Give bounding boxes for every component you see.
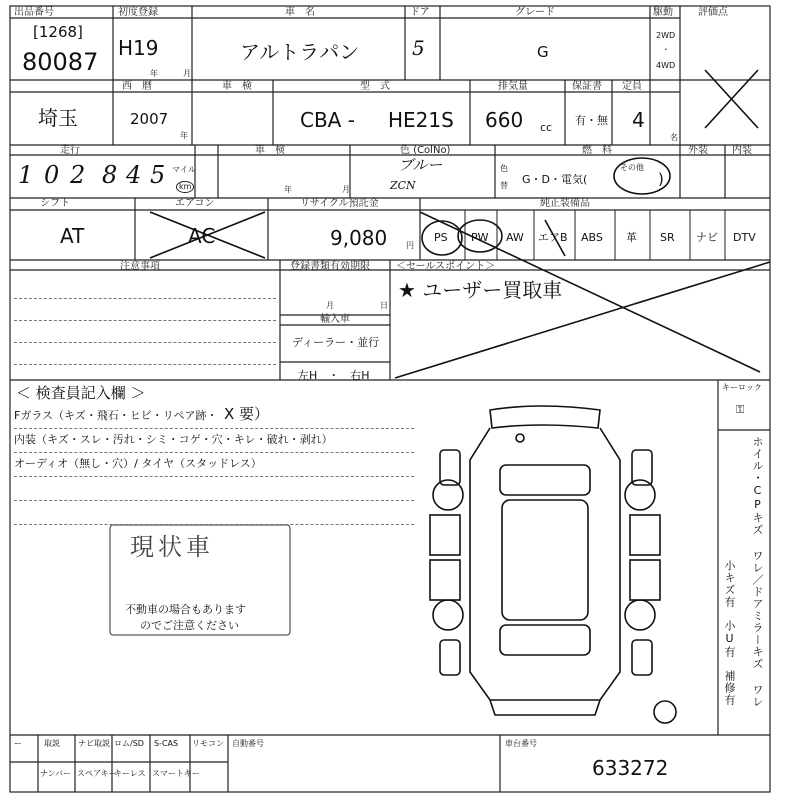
seats-unit: 名 <box>670 133 678 142</box>
lot-main: 80087 <box>22 48 99 76</box>
era-month: 月 <box>183 69 191 78</box>
bottom-remote: リモコン <box>192 739 224 748</box>
grade-header: グレード <box>515 7 555 18</box>
bottom-spare: スペアキー <box>77 769 117 778</box>
sales-point: ★ ユーザー買取車 <box>398 278 563 302</box>
grade: G <box>537 43 549 61</box>
key-header: キーロック <box>722 383 762 392</box>
mileage-header: 走行 <box>60 145 80 156</box>
color-code: ZCN <box>390 179 416 192</box>
vin-header: 車台番号 <box>505 739 537 748</box>
equip-sr: SR <box>660 231 675 244</box>
import-value: ディーラー・並行 <box>292 336 380 349</box>
drive-header: 駆動 <box>653 7 673 18</box>
notes-header: 注意事項 <box>120 261 160 272</box>
inspection-header: 車 検 <box>222 81 252 92</box>
mileage-digit-3: 2 <box>70 161 86 189</box>
equip-header: 純正装備品 <box>540 198 590 209</box>
equip-leather: 革 <box>626 231 637 244</box>
era-year: 年 <box>150 69 158 78</box>
fuel-other: その他 <box>620 163 644 172</box>
ledger-day: 日 <box>380 301 388 310</box>
ext-header: 外装 <box>688 145 708 156</box>
fuel-header: 燃 料 <box>582 145 612 156</box>
inspection-month: 月 <box>342 185 350 194</box>
bottom-scas: S-CAS <box>154 739 179 748</box>
bottom-smart: スマートキー <box>152 769 200 778</box>
key-icon: ⚿ <box>736 403 745 416</box>
model-code: HE21S <box>388 108 454 132</box>
car-diagram <box>430 406 676 723</box>
inspection-year: 年 <box>284 185 292 194</box>
bottom-nav: ナビ取説 <box>78 739 110 748</box>
score-header: 評価点 <box>698 7 728 18</box>
stamp-line-1: 不動車の場合もあります <box>125 603 246 616</box>
mileage-digit-2: 0 <box>44 161 60 189</box>
recycle-header: リサイクル預託金 <box>300 198 379 209</box>
doors: 5 <box>412 36 425 60</box>
bottom-region: ー <box>14 739 22 748</box>
year-value: 2007 <box>130 110 169 128</box>
ledger-month: 月 <box>326 301 334 310</box>
shift-value: AT <box>60 224 85 248</box>
mileage-unit-mile: マイル <box>172 165 196 174</box>
mileage-digit-1: 1 <box>18 161 34 189</box>
inspector-header: ＜ 検査員記入欄 ＞ <box>16 384 146 402</box>
color-side-a: 色 <box>500 164 508 173</box>
equip-navi: ナビ <box>696 231 718 244</box>
displacement: 660 <box>485 108 524 132</box>
equip-dtv: DTV <box>733 231 756 244</box>
steering: 左H ・ 右H <box>298 369 370 382</box>
score-value <box>712 55 713 56</box>
mileage-digit-4: 8 <box>102 161 118 189</box>
model-header: 型 式 <box>360 81 390 92</box>
ac-header: エアコン <box>175 198 215 209</box>
equip-ps: PS <box>434 231 448 244</box>
seats-value: 4 <box>632 108 645 132</box>
year-header: 西 暦 <box>122 81 152 92</box>
color-value: ブルー <box>398 156 443 174</box>
equip-pw: PW <box>471 231 489 244</box>
ac-value: AC <box>188 224 216 248</box>
warranty-header: 保証書 <box>572 81 602 92</box>
inspector-line-audio: オーディオ（無し・穴）/ タイヤ（スタッドレス） <box>14 457 262 470</box>
stamp-line-2: のでご注意ください <box>140 619 239 632</box>
bottom-rom: ロム/SD <box>114 739 144 748</box>
import-header: 輸入車 <box>320 314 350 325</box>
side-note-2: 小キズ有 小U有 補修有 <box>723 560 736 706</box>
car-name-header: 車 名 <box>285 7 315 18</box>
model-prefix: CBA - <box>300 108 355 132</box>
ledger-header: 登録書類有効期限 <box>290 261 370 272</box>
color-side-b: 替 <box>500 181 508 190</box>
cc-unit: cc <box>540 121 553 134</box>
recycle-unit: 円 <box>406 241 414 250</box>
mileage-digit-6: 5 <box>150 161 166 189</box>
color-header: 色 (ColNo) <box>400 145 451 156</box>
auto-number-header: 自動番号 <box>232 739 264 748</box>
seats-header: 定員 <box>622 81 642 92</box>
bottom-keyless: キーレス <box>114 769 146 778</box>
mileage-unit-km: km <box>176 181 194 193</box>
drive-4wd: 4WD <box>656 61 676 70</box>
cc-header: 排気量 <box>498 81 528 92</box>
bottom-first: 取説 <box>44 739 60 748</box>
drive-dot: ・ <box>662 45 670 54</box>
first-reg-header: 初度登録 <box>118 7 158 18</box>
era: H19 <box>118 36 159 60</box>
bottom-number: ナンバー <box>40 769 72 778</box>
stamp-title: 現状車 <box>130 533 214 561</box>
shift-header: シフト <box>40 198 70 209</box>
door-header: ドア <box>410 7 430 18</box>
side-note-1: ホイル・CPキズ ワレ／ドアミラーキズ ワレ <box>751 436 764 708</box>
vin-value: 633272 <box>592 756 669 780</box>
fuel-value: G・D・電気( <box>522 173 588 186</box>
warranty-value: 有・無 <box>575 114 608 127</box>
inspector-line-interior: 内装（キズ・スレ・汚れ・シミ・コゲ・穴・キレ・破れ・剥れ） <box>14 433 333 446</box>
drive-2wd: 2WD <box>656 31 676 40</box>
car-name: アルトラパン <box>240 40 360 64</box>
year-suffix: 年 <box>180 131 188 140</box>
region: 埼玉 <box>38 106 78 130</box>
lot-header: 出品番号 <box>14 7 54 18</box>
mileage-digit-5: 4 <box>126 161 142 189</box>
equip-abs: ABS <box>581 231 603 244</box>
inspection-exp-header: 車 検 <box>255 145 285 156</box>
fuel-close: ) <box>658 170 664 188</box>
int-header: 内装 <box>732 145 752 156</box>
equip-aw: AW <box>506 231 524 244</box>
glass-mark: X 要） <box>224 405 270 423</box>
lot-number: [1268] <box>33 23 83 41</box>
sales-point-header: ＜セールスポイント＞ <box>396 261 496 272</box>
inspector-line-glass: Fガラス（キズ・飛石・ヒビ・リペア跡・ <box>14 409 218 422</box>
recycle-value: 9,080 <box>330 226 388 250</box>
equip-airbag: エアB <box>538 231 568 244</box>
